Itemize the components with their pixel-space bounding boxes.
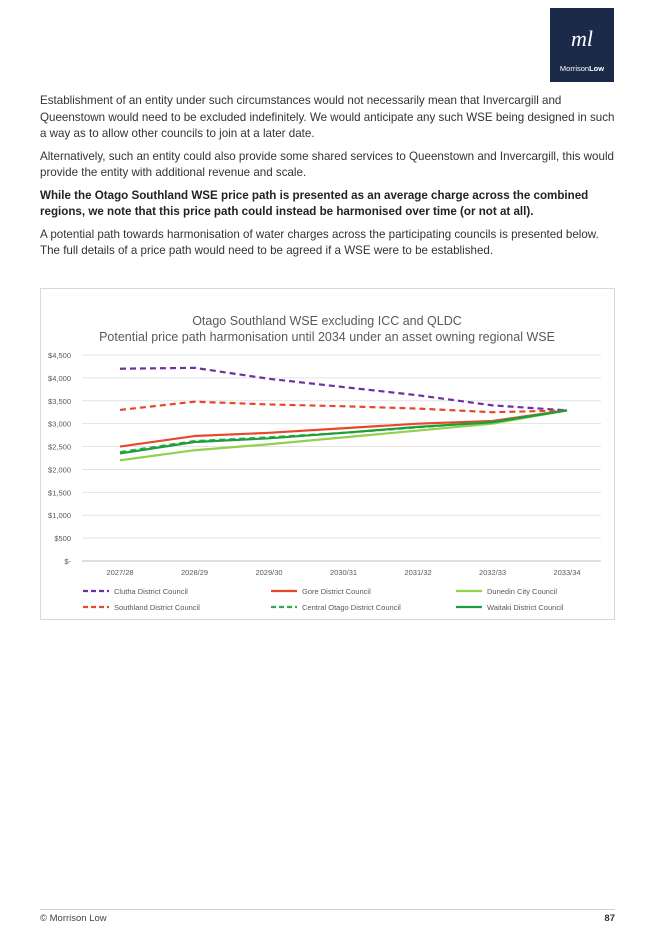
x-tick-label: 2031/32 xyxy=(404,568,432,577)
y-tick-label: $3,000 xyxy=(48,419,71,429)
x-tick-label: 2030/31 xyxy=(329,568,358,577)
legend-label: Central Otago District Council xyxy=(302,603,401,612)
x-tick-label: 2032/33 xyxy=(478,568,507,577)
footer-divider xyxy=(40,909,615,910)
logo-brand-a: Morrison xyxy=(559,64,590,73)
series-line-1 xyxy=(120,410,567,446)
y-tick-label: $2,000 xyxy=(48,465,71,475)
legend-label: Waitaki District Council xyxy=(487,603,564,612)
series-line-0 xyxy=(120,368,567,411)
y-tick-label: $2,500 xyxy=(48,442,71,452)
y-tick-label: $4,000 xyxy=(48,373,71,383)
paragraph-3-bold: While the Otago Southland WSE price path is presented as an average charge across the combined regions, we note that this price path could instead be harmonised over time (or not at all). xyxy=(40,188,589,218)
x-tick-label: 2029/30 xyxy=(255,568,283,577)
paragraph-1: Establishment of an entity under such circumstances would not necessarily mean that Invercargill and Queenstown would need to be excluded indefinitely. We would anticipate any such WSE being designed in such a way as to allow other councils to join at a later date. xyxy=(40,94,615,140)
logo-brand-b: Low xyxy=(589,64,605,73)
price-path-chart xyxy=(40,288,615,620)
chart-canvas xyxy=(41,289,614,619)
legend-label: Dunedin City Council xyxy=(487,587,558,596)
series-line-2 xyxy=(120,410,567,460)
x-tick-label: 2028/29 xyxy=(180,568,209,577)
x-tick-label: 2027/28 xyxy=(106,568,134,577)
logo-mark: ml xyxy=(571,26,593,51)
chart-title: Otago Southland WSE excluding ICC and QLDC xyxy=(192,314,462,328)
y-tick-label: $1,000 xyxy=(48,511,71,521)
y-tick-label: $- xyxy=(64,557,71,566)
morrison-low-logo xyxy=(550,8,614,82)
y-tick-label: $500 xyxy=(54,534,71,544)
body-text xyxy=(40,93,615,266)
paragraph-2: Alternatively, such an entity could also provide some shared services to Queenstown and Invercargill, this would provide the entity with additional revenue and scale. xyxy=(40,149,614,179)
legend-label: Clutha District Council xyxy=(114,587,188,596)
series-line-4 xyxy=(120,410,567,452)
paragraph-4: A potential path towards harmonisation of water charges across the participating councils is presented below. The full details of a price path would need to be agreed if a WSE were to be established. xyxy=(40,227,599,257)
x-tick-label: 2033/34 xyxy=(553,568,581,577)
page-number: 87 xyxy=(604,913,615,924)
legend-label: Southland District Council xyxy=(114,603,200,612)
footer-copyright: © Morrison Low xyxy=(40,913,107,924)
y-tick-label: $4,500 xyxy=(48,351,71,360)
y-tick-label: $3,500 xyxy=(48,396,71,406)
chart-subtitle: Potential price path harmonisation until 2034 under an asset owning regional WSE xyxy=(99,330,555,344)
legend-label: Gore District Council xyxy=(302,587,371,596)
y-tick-label: $1,500 xyxy=(48,488,71,498)
logo-brand xyxy=(550,64,614,73)
